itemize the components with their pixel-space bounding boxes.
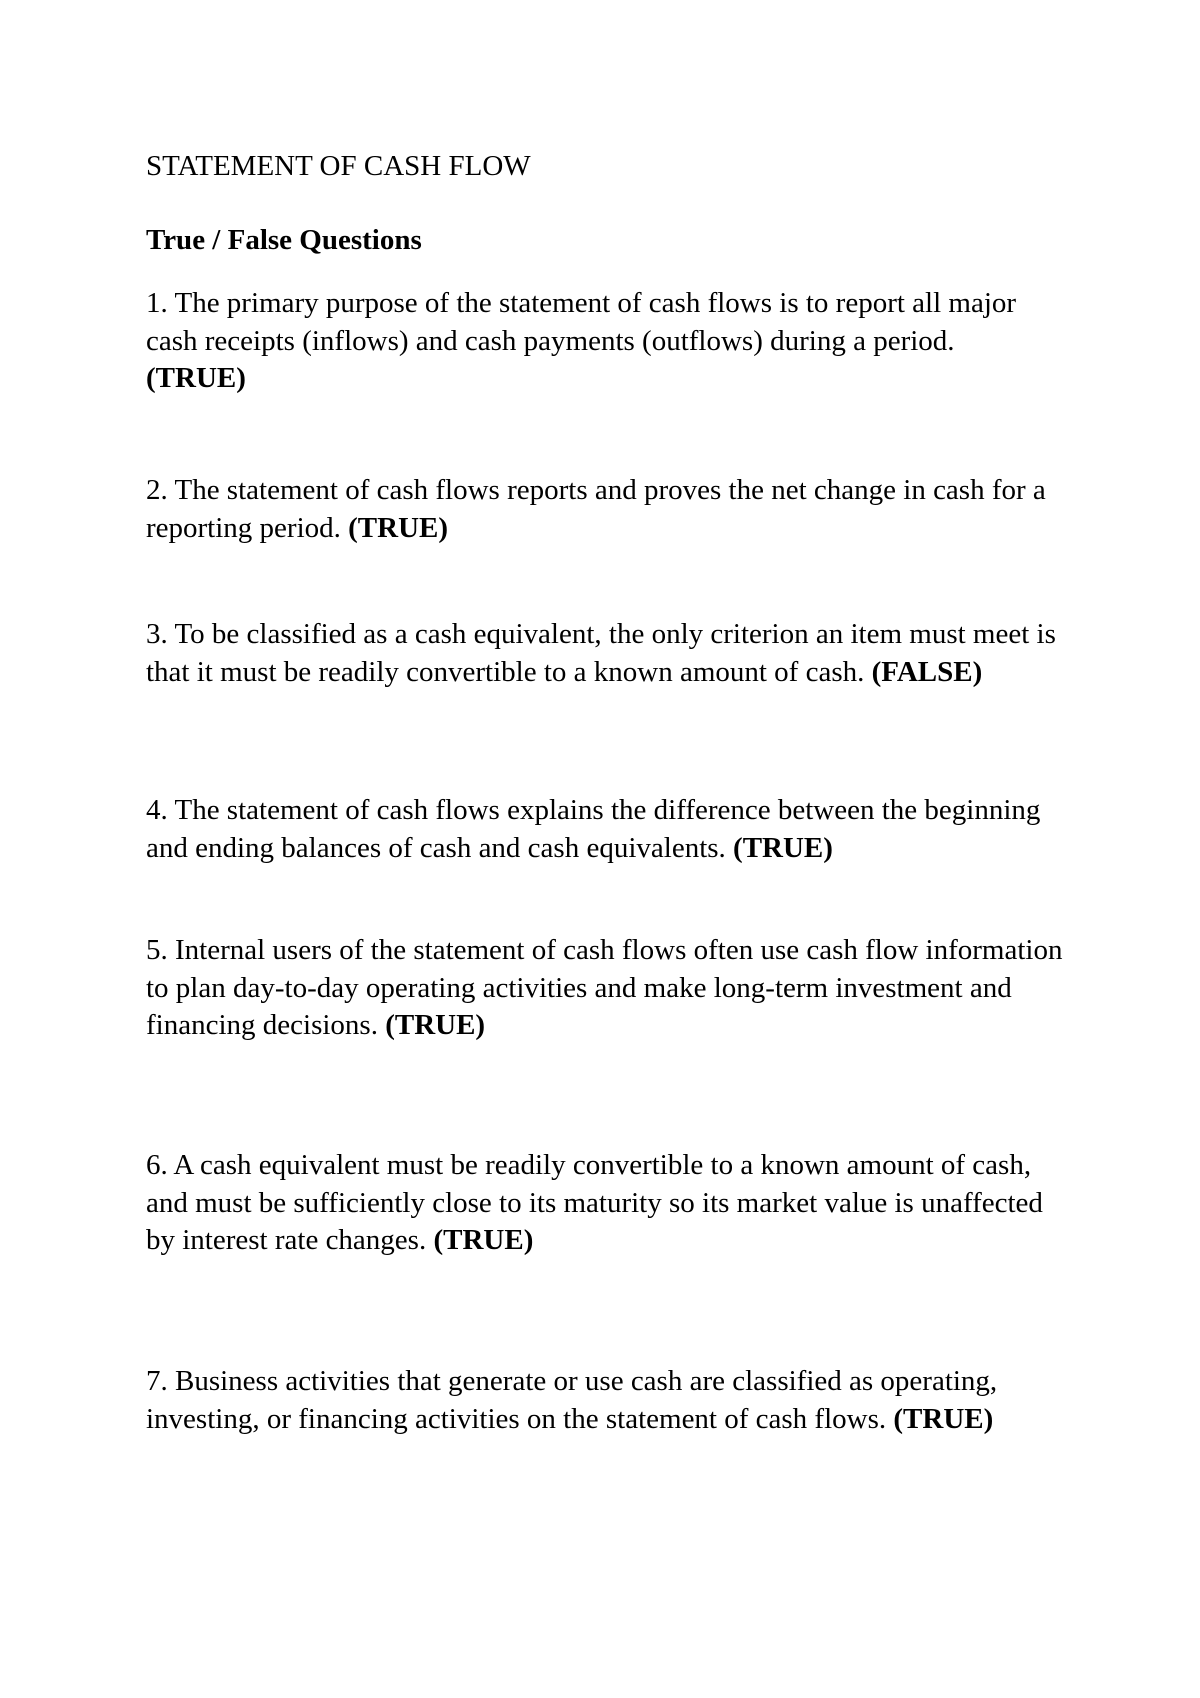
question-item xyxy=(146,616,1066,691)
question-text: 4. The statement of cash flows explains the difference between the beginning and ending balances of cash and cash equivalents. xyxy=(146,794,1041,864)
question-item xyxy=(146,1147,1066,1260)
question-answer: (FALSE) xyxy=(871,655,983,688)
question-text: 2. The statement of cash flows reports and proves the net change in cash for a reporting period. xyxy=(146,474,1046,544)
section-heading: True / False Questions xyxy=(146,224,422,256)
question-answer: (TRUE) xyxy=(893,1402,994,1435)
question-item xyxy=(146,1363,1066,1438)
question-text: 1. The primary purpose of the statement of cash flows is to report all major cash receipts (inflows) and cash payments (outflows) during a period. xyxy=(146,287,1017,357)
question-answer: (TRUE) xyxy=(733,831,833,864)
question-item xyxy=(146,285,1066,398)
question-text: 3. To be classified as a cash equivalent, the only criterion an item must meet is that it must be readily convertible to a known amount of cash. xyxy=(146,618,1056,688)
question-answer: (TRUE) xyxy=(433,1224,534,1256)
question-item xyxy=(146,792,1066,867)
question-text: 5. Internal users of the statement of cash flows often use cash flow information to plan day-to-day operating activities and make long-term investment and financing decisions. xyxy=(146,934,1063,1041)
document-title: STATEMENT OF CASH FLOW xyxy=(146,150,531,182)
question-answer: (TRUE) xyxy=(385,1009,486,1041)
question-answer: (TRUE) xyxy=(348,511,449,544)
question-item xyxy=(146,932,1066,1045)
question-item xyxy=(146,472,1066,547)
question-text: 7. Business activities that generate or use cash are classified as operating, investing, or financing activities on the statement of cash flows. xyxy=(146,1365,998,1435)
question-text: 6. A cash equivalent must be readily convertible to a known amount of cash, and must be sufficiently close to its maturity so its market value is unaffected by interest rate changes. xyxy=(146,1149,1043,1256)
question-answer: (TRUE) xyxy=(146,362,246,394)
